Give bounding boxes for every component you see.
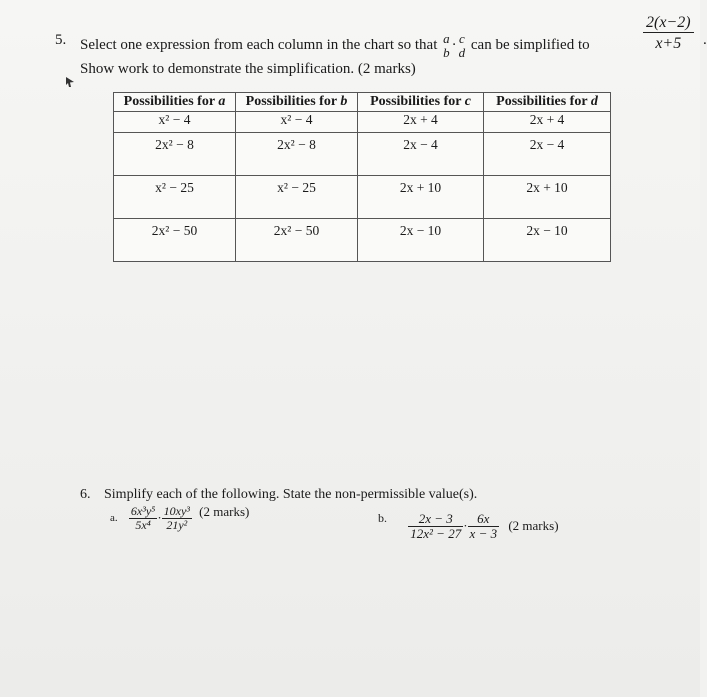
part-label: b. [378,510,387,525]
fraction-numerator: 10xy³ [163,504,190,518]
fraction-numerator: c [459,31,465,46]
fraction-denominator: x − 3 [469,525,498,541]
multiply-dot: · [463,518,468,534]
table-cell: 2x + 10 [358,176,484,219]
fraction-c-over-d [457,32,468,59]
fraction-denominator: 12x² − 27 [410,525,462,541]
fraction-numerator: 2x − 3 [408,512,463,527]
fraction-numerator: 6x³y⁵ [130,504,156,518]
fraction [468,512,500,540]
table-cell: 2x² − 50 [236,219,358,262]
fraction [162,505,192,531]
marks-label: (2 marks) [199,504,250,520]
question-middle-text: can be simplified to [470,37,590,54]
question-instruction: Show work to demonstrate the simplification. (2 marks) [80,61,416,77]
mouse-cursor-icon [65,76,75,88]
question-intro: Select one expression from each column in the chart so that [80,37,438,54]
fraction-denominator: d [458,44,466,60]
table-cell: x² − 25 [236,176,358,219]
target-denominator: x+5 [655,35,682,52]
fraction [408,512,463,540]
fraction [129,505,157,531]
table-cell: 2x + 4 [358,112,484,133]
chart-header-row [114,93,611,112]
fraction-numerator: 6x [468,512,500,527]
table-cell: 2x + 4 [484,112,611,133]
question-6b [378,512,559,540]
question-text [80,32,590,59]
header-a: Possibilities for a [114,93,236,112]
target-expression [643,14,694,53]
period: . [703,32,707,48]
table-cell: 2x − 10 [358,219,484,262]
fraction-denominator: 5x⁴ [135,517,151,532]
table-row [114,219,611,262]
table-row [114,112,611,133]
table-cell: 2x − 4 [358,133,484,176]
fraction-a-over-b [441,32,452,59]
header-b: Possibilities for b [236,93,358,112]
fraction-numerator: a [443,31,450,46]
target-numerator: 2(x−2) [643,14,694,33]
table-cell: 2x + 10 [484,176,611,219]
possibilities-chart [113,92,611,262]
table-cell: 2x − 4 [484,133,611,176]
table-row [114,176,611,219]
table-cell: 2x − 10 [484,219,611,262]
table-cell: 2x² − 8 [114,133,236,176]
question-number: 6. [80,487,91,502]
question-text: Simplify each of the following. State the non-permissible value(s). [104,487,478,502]
fraction-denominator: b [443,44,450,60]
part-label: a. [110,512,118,525]
fraction-denominator: 21y² [166,517,188,532]
table-cell: 2x² − 50 [114,219,236,262]
table-cell: x² − 25 [114,176,236,219]
table-cell: 2x² − 8 [236,133,358,176]
table-cell: x² − 4 [114,112,236,133]
marks-label: (2 marks) [508,518,559,534]
table-row [114,133,611,176]
question-6a [110,505,249,531]
header-c: Possibilities for c [358,93,484,112]
multiply-dot: · [451,37,457,54]
question-number: 5. [55,32,67,48]
table-cell: x² − 4 [236,112,358,133]
multiply-dot: · [157,510,162,526]
header-d: Possibilities for d [484,93,611,112]
